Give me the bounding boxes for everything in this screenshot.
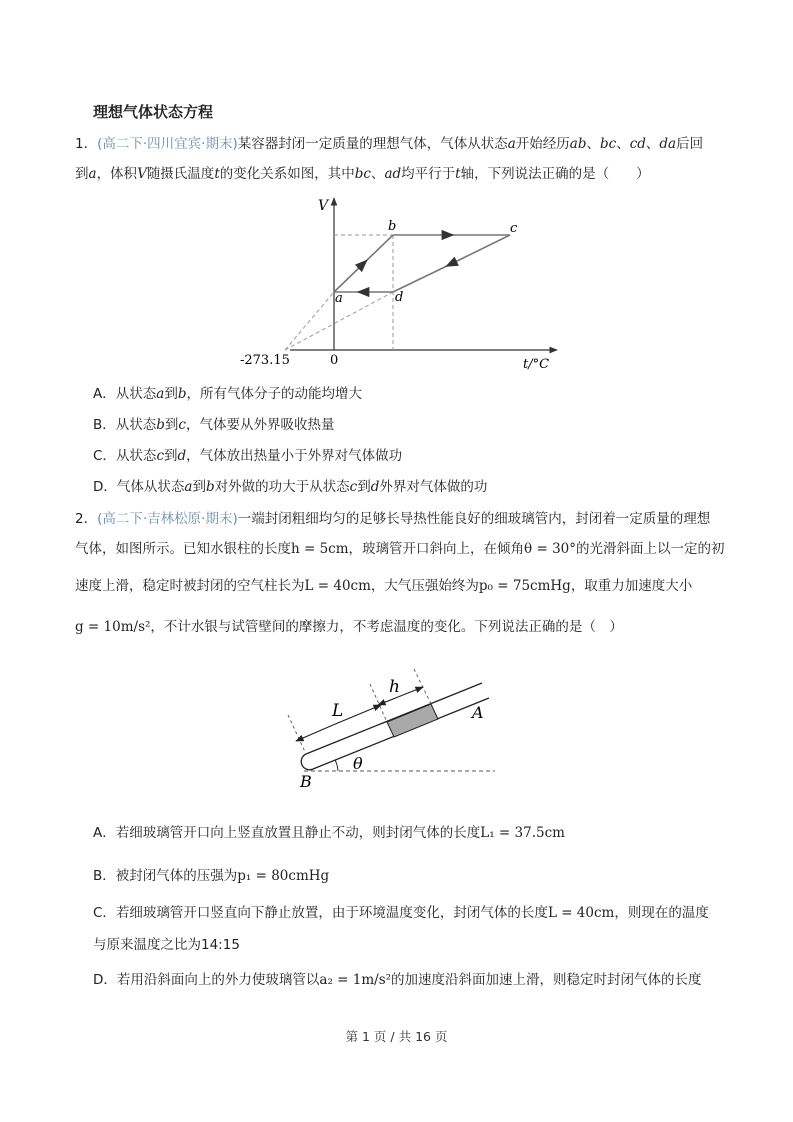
label-h: h: [389, 677, 400, 697]
q1-seg-ad: ad: [384, 166, 402, 182]
q2-eq-g: g = 10m/s²: [75, 619, 151, 635]
option-letter: D．: [93, 972, 117, 988]
q2-source: (高二下·吉林松原·期末): [97, 511, 238, 527]
option-var: b: [177, 386, 187, 402]
option-letter: C．: [93, 905, 116, 921]
option-text: ，所有气体分子的动能均增大: [186, 386, 362, 402]
option-var: d: [177, 448, 187, 464]
q1-sep: 、: [586, 136, 600, 152]
q1-var-t: t: [214, 166, 220, 182]
q1-var-t: t: [455, 166, 461, 182]
option-var: b: [156, 417, 165, 433]
q2-option-b[interactable]: [93, 866, 329, 886]
q2-text: ，取重力加速度大小: [570, 578, 693, 594]
q1-text: 轴，下列说法正确的是（ ）: [460, 166, 650, 182]
option-text: 到: [192, 479, 206, 495]
dim-arrow-l-left: [296, 725, 333, 741]
dim-guide-mercury-high: [414, 669, 431, 704]
q2-text: 的光滑斜面上以一定的初: [576, 541, 725, 557]
option-text: 对外做的功大于从状态: [214, 479, 350, 495]
option-text: ，则现在的温度: [614, 905, 709, 921]
process-ab: [334, 235, 393, 292]
q1-option-a[interactable]: [93, 384, 362, 404]
page-footer: 第 1 页 / 共 16 页: [345, 1029, 448, 1044]
q1-text: 后回: [676, 136, 704, 152]
q1-text: 的变化关系如图，其中: [219, 166, 355, 182]
point-a-label: a: [335, 291, 343, 306]
q1-option-d[interactable]: [93, 477, 487, 497]
mercury-column: [387, 704, 438, 737]
option-text: 若细玻璃管开口向上竖直放置且静止不动，则封闭气体的长度: [115, 825, 481, 841]
intercept-label: -273.15: [240, 353, 290, 368]
option-var: b: [205, 479, 215, 495]
option-var: c: [349, 479, 358, 495]
tube-closed-end: [301, 754, 313, 770]
option-var: a: [184, 479, 193, 495]
q1-seg-cd: cd: [629, 136, 646, 152]
option-var: c: [156, 448, 164, 464]
origin-label: 0: [330, 353, 339, 368]
process-cd: [393, 235, 510, 292]
q2-text: ，不计水银与试管壁间的摩擦力，不考虑温度的变化。下列说法正确的是（ ）: [150, 619, 623, 635]
point-c-label: c: [510, 221, 518, 236]
q2-option-d[interactable]: [93, 970, 702, 990]
option-text: 与原来温度之比为14:15: [93, 937, 240, 953]
q1-var-v: V: [137, 166, 147, 182]
q1-number: 1．: [75, 136, 98, 152]
option-text: 的加速度沿斜面加速上滑，则稳定时封闭气体的长度: [391, 972, 702, 988]
option-var: d: [370, 479, 380, 495]
q2-option-a[interactable]: [93, 823, 565, 843]
extension-line-a: [285, 292, 334, 350]
q1-seg-ab: ab: [569, 136, 587, 152]
q2-eq-theta: θ = 30°: [524, 541, 576, 557]
option-letter: A．: [93, 825, 116, 841]
option-text: 从状态: [115, 448, 157, 464]
option-eq: L = 40cm: [547, 905, 615, 921]
q2-text: 速度上滑，稳定时被封闭的空气柱长为: [75, 578, 305, 594]
q1-sep: 、: [370, 166, 385, 182]
option-text: 外界对气体做的功: [379, 479, 488, 495]
q2-text: ，大气压强始终为: [370, 578, 479, 594]
option-text: ，气体要从外界吸收热量: [185, 417, 335, 433]
option-letter: A．: [93, 386, 116, 402]
q1-var-a: a: [88, 166, 97, 182]
q1-seg-bc: bc: [599, 136, 617, 152]
option-text: 若用沿斜面向上的外力使玻璃管以: [116, 972, 320, 988]
point-d-label: d: [395, 290, 404, 305]
q1-seg-bc: bc: [354, 166, 371, 182]
q2-eq-l: L = 40cm: [304, 578, 371, 594]
q1-sep: 、: [616, 136, 630, 152]
option-text: 气体从状态: [116, 479, 185, 495]
label-theta: θ: [353, 754, 363, 773]
q2-line2: [75, 539, 725, 559]
q1-text: 开始经历: [515, 136, 570, 152]
option-text: 从状态: [115, 386, 157, 402]
q2-option-c[interactable]: [93, 903, 709, 923]
option-text: ，气体放出热量小于外界对气体做功: [186, 448, 403, 464]
q2-option-c-cont: [93, 935, 240, 955]
x-axis-label: t/°C: [523, 357, 550, 372]
option-letter: B．: [93, 868, 116, 884]
y-axis-label: V: [318, 198, 329, 214]
q2-text: 气体，如图所示。已知水银柱的长度: [75, 541, 291, 557]
q1-text: 随摄氏温度: [146, 166, 215, 182]
label-a: A: [472, 703, 484, 722]
q1-option-c[interactable]: [93, 446, 402, 466]
option-text: 到: [357, 479, 371, 495]
q2-eq-p0: p₀ = 75cmHg: [478, 578, 571, 594]
option-text: 若细玻璃管开口竖直向下静止放置，由于环境温度变化，封闭气体的长度: [115, 905, 548, 921]
q1-source: (高二下·四川宜宾·期末): [97, 136, 238, 152]
option-eq: p₁ = 80cmHg: [237, 868, 330, 884]
q1-line2: [75, 164, 650, 184]
q1-vt-graph: [235, 192, 565, 374]
point-b-label: b: [388, 219, 397, 234]
q2-eq-h: h = 5cm: [291, 541, 349, 557]
option-var: c: [178, 417, 186, 433]
q1-sep: 、: [645, 136, 660, 152]
option-text: 被封闭气体的压强为: [115, 868, 238, 884]
option-eq: L₁ = 37.5cm: [480, 825, 565, 841]
dim-arrow-h-left: [378, 697, 398, 705]
option-text: 到: [164, 448, 178, 464]
label-b: B: [300, 772, 312, 791]
q1-text: 均平行于: [401, 166, 456, 182]
label-l: L: [332, 701, 344, 721]
q2-text: ，玻璃管开口斜向上，在倾角: [348, 541, 525, 557]
q1-seg-da: da: [659, 136, 677, 152]
option-letter: D．: [93, 479, 117, 495]
section-title: 理想气体状态方程: [93, 103, 214, 121]
option-var: a: [156, 386, 165, 402]
dim-arrow-h-right: [398, 687, 423, 697]
q2-line3: [75, 576, 692, 596]
angle-arc: [335, 760, 338, 771]
q2-line1: [75, 509, 710, 529]
q1-text: 到: [75, 166, 89, 182]
q1-text: ，体积: [96, 166, 138, 182]
q2-tube-figure: [280, 668, 510, 793]
q2-number: 2．: [75, 511, 98, 527]
dim-guide-b: [288, 715, 306, 754]
option-text: 到: [164, 386, 178, 402]
option-text: 到: [164, 417, 179, 433]
q1-option-b[interactable]: [93, 415, 334, 435]
q1-line1: [75, 134, 703, 154]
q2-line4: [75, 617, 623, 637]
option-letter: B．: [93, 417, 116, 433]
option-eq: a₂ = 1m/s²: [319, 972, 392, 988]
option-letter: C．: [93, 448, 116, 464]
option-text: 从状态: [115, 417, 157, 433]
q1-var-a: a: [507, 136, 516, 152]
q1-text: 某容器封闭一定质量的理想气体，气体从状态: [237, 136, 508, 152]
q2-text: 一端封闭粗细均匀的足够长导热性能良好的细玻璃管内，封闭着一定质量的理想: [237, 511, 711, 527]
